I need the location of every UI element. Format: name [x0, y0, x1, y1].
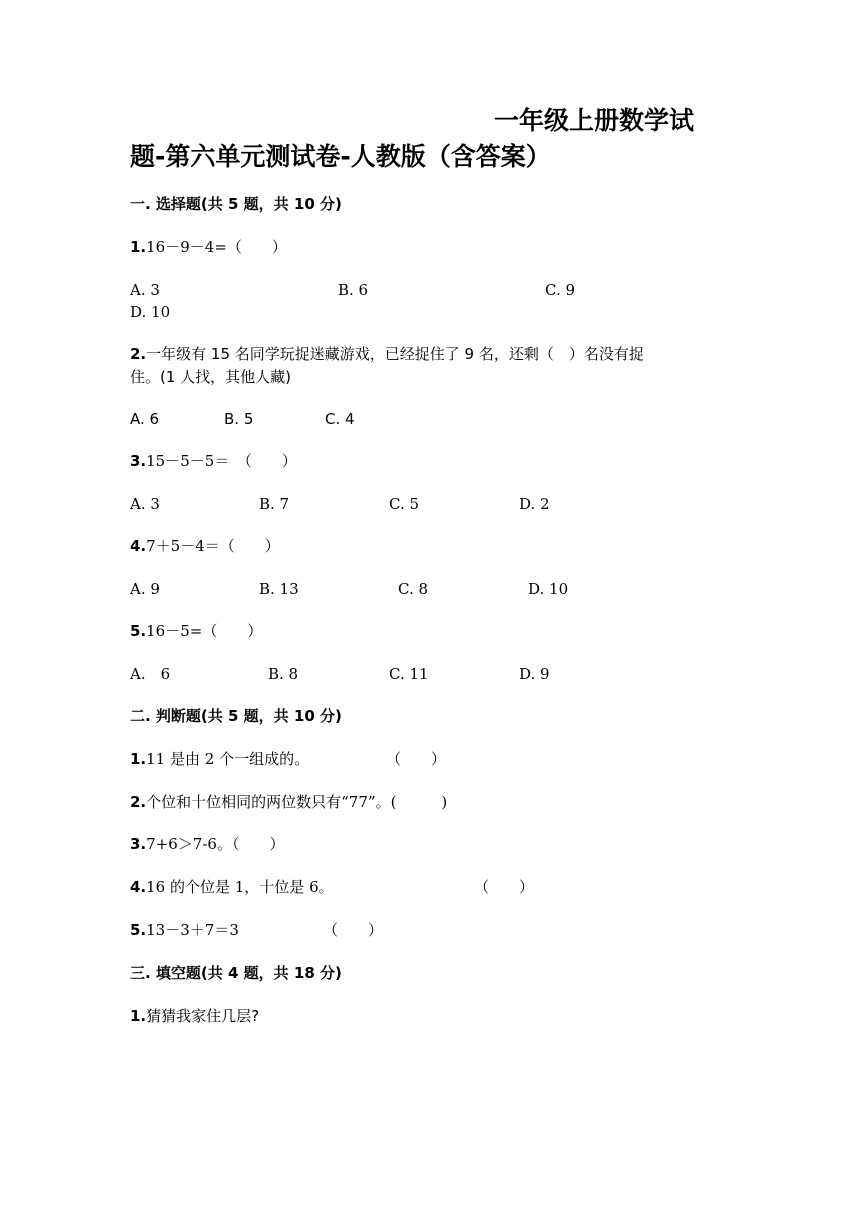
option-a: A. 3 [130, 495, 160, 513]
option-c: C. 9 [545, 281, 576, 299]
answer-blank: （ ） [386, 750, 447, 768]
answer-blank: （ ） [474, 878, 535, 896]
choice-question-2-line1 [130, 344, 644, 364]
judge-question-4 [130, 877, 334, 897]
option-c: C. 4 [325, 410, 355, 428]
page-title-line1: 一年级上册数学试 [494, 106, 695, 135]
question-number: 3. [130, 835, 147, 853]
section-heading-fill: 三. 填空题(共 4 题，共 18 分) [130, 964, 342, 982]
option-c: C. 8 [398, 580, 429, 598]
question-number: 1. [130, 1007, 147, 1025]
option-c: C. 5 [389, 495, 420, 513]
question-text: 16－9－4=（ ） [146, 238, 287, 256]
section-heading-judge: 二. 判断题(共 5 题，共 10 分) [130, 707, 342, 725]
option-d: D. 9 [519, 665, 550, 683]
choice-question-1 [130, 237, 287, 257]
option-b: B. 7 [259, 495, 290, 513]
question-number: 4. [130, 537, 147, 555]
choice-question-3 [130, 451, 297, 471]
question-text: 16 的个位是 1，十位是 6。 [146, 878, 334, 896]
question-number: 5. [130, 921, 147, 939]
option-a: A. 6 [130, 665, 171, 683]
question-number: 1. [130, 750, 147, 768]
question-text: 7+6＞7-6。（ ） [146, 835, 285, 853]
option-a: A. 6 [130, 410, 160, 428]
option-b: B. 6 [338, 281, 369, 299]
question-number: 4. [130, 878, 147, 896]
question-text: 猜猜我家住几层? [146, 1007, 260, 1025]
answer-blank: （ ） [323, 921, 384, 939]
option-c: C. 11 [389, 665, 429, 683]
question-text: 11 是由 2 个一组成的。 [146, 750, 310, 768]
question-number: 5. [130, 622, 147, 640]
option-b: B. 8 [268, 665, 299, 683]
option-d: D. 10 [130, 303, 171, 321]
choice-question-5 [130, 621, 262, 641]
question-text: 15－5－5＝ （ ） [146, 452, 297, 470]
choice-question-2-line2: 住。(1 人找，其他人藏) [130, 368, 292, 386]
option-a: A. 3 [130, 281, 160, 299]
question-text: 13－3＋7＝3 [146, 921, 239, 939]
page-title-line2: 题-第六单元测试卷-人教版（含答案） [130, 142, 551, 171]
question-number: 3. [130, 452, 147, 470]
question-number: 1. [130, 238, 147, 256]
question-number: 2. [130, 345, 147, 363]
option-b: B. 13 [259, 580, 299, 598]
judge-question-1 [130, 749, 309, 769]
judge-question-3 [130, 834, 284, 854]
choice-question-4 [130, 536, 280, 556]
judge-question-2 [130, 792, 447, 812]
question-text: 7＋5－4＝（ ） [146, 537, 280, 555]
option-d: D. 10 [528, 580, 569, 598]
option-d: D. 2 [519, 495, 550, 513]
question-number: 2. [130, 793, 147, 811]
fill-question-1 [130, 1006, 259, 1026]
option-b: B. 5 [224, 410, 254, 428]
question-text: 一年级有 15 名同学玩捉迷藏游戏，已经捉住了 9 名，还剩（ ）名没有捉 [146, 345, 644, 363]
section-heading-choice: 一. 选择题(共 5 题，共 10 分) [130, 195, 342, 213]
question-text: 16－5=（ ） [146, 622, 263, 640]
judge-question-5 [130, 920, 239, 940]
option-a: A. 9 [130, 580, 160, 598]
question-text: 个位和十位相同的两位数只有“77”。( ) [146, 793, 448, 811]
